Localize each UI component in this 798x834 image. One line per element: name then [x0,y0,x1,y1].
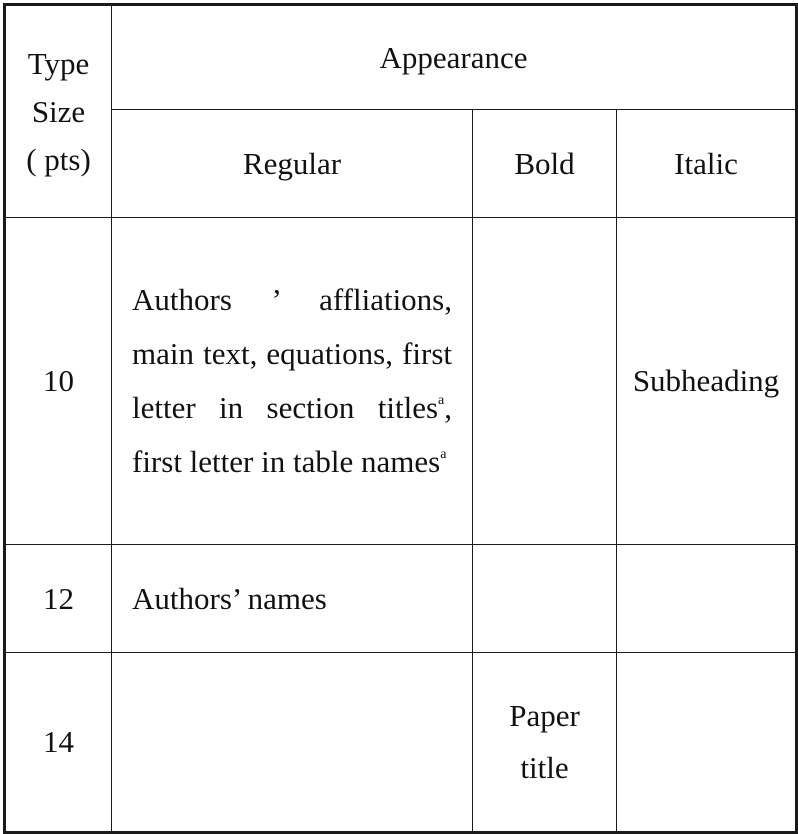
bold-cell [473,218,617,545]
regular-text-line: Authors ’ affliations, [132,282,452,317]
bold-text-line: title [520,750,569,785]
regular-header: Regular [112,110,473,218]
size-cell: 12 [5,545,112,653]
regular-text-line: titles [377,390,439,425]
table-row [5,545,797,653]
bold-cell [473,653,617,833]
table-row [5,218,797,545]
table-row [5,653,797,833]
italic-cell [617,545,797,653]
type-size-header-line2: Size [31,93,86,129]
italic-cell [617,653,797,833]
type-size-table [3,3,798,834]
regular-text-line: main text, equations, [132,336,393,371]
type-size-header [5,5,112,218]
size-cell: 10 [5,218,112,545]
regular-cell [112,218,473,545]
regular-cell: Authors’ names [112,545,473,653]
header-row [5,5,797,110]
regular-text-line: first letter in section [132,336,452,425]
italic-header: Italic [617,110,797,218]
regular-text-line: , first letter in [132,390,453,479]
bold-cell [473,545,617,653]
subheader-row [5,110,797,218]
footnote-mark: a [438,393,445,408]
type-size-header-line3: ( pts) [26,141,91,177]
type-size-header-line1: Type [27,45,90,81]
appearance-header: Appearance [112,5,797,110]
bold-text-line: Paper [509,698,580,733]
regular-text-line: table names [292,444,441,479]
footnote-mark: a [440,447,447,462]
bold-header: Bold [473,110,617,218]
size-cell: 14 [5,653,112,833]
regular-cell [112,653,473,833]
italic-cell: Subheading [617,218,797,545]
